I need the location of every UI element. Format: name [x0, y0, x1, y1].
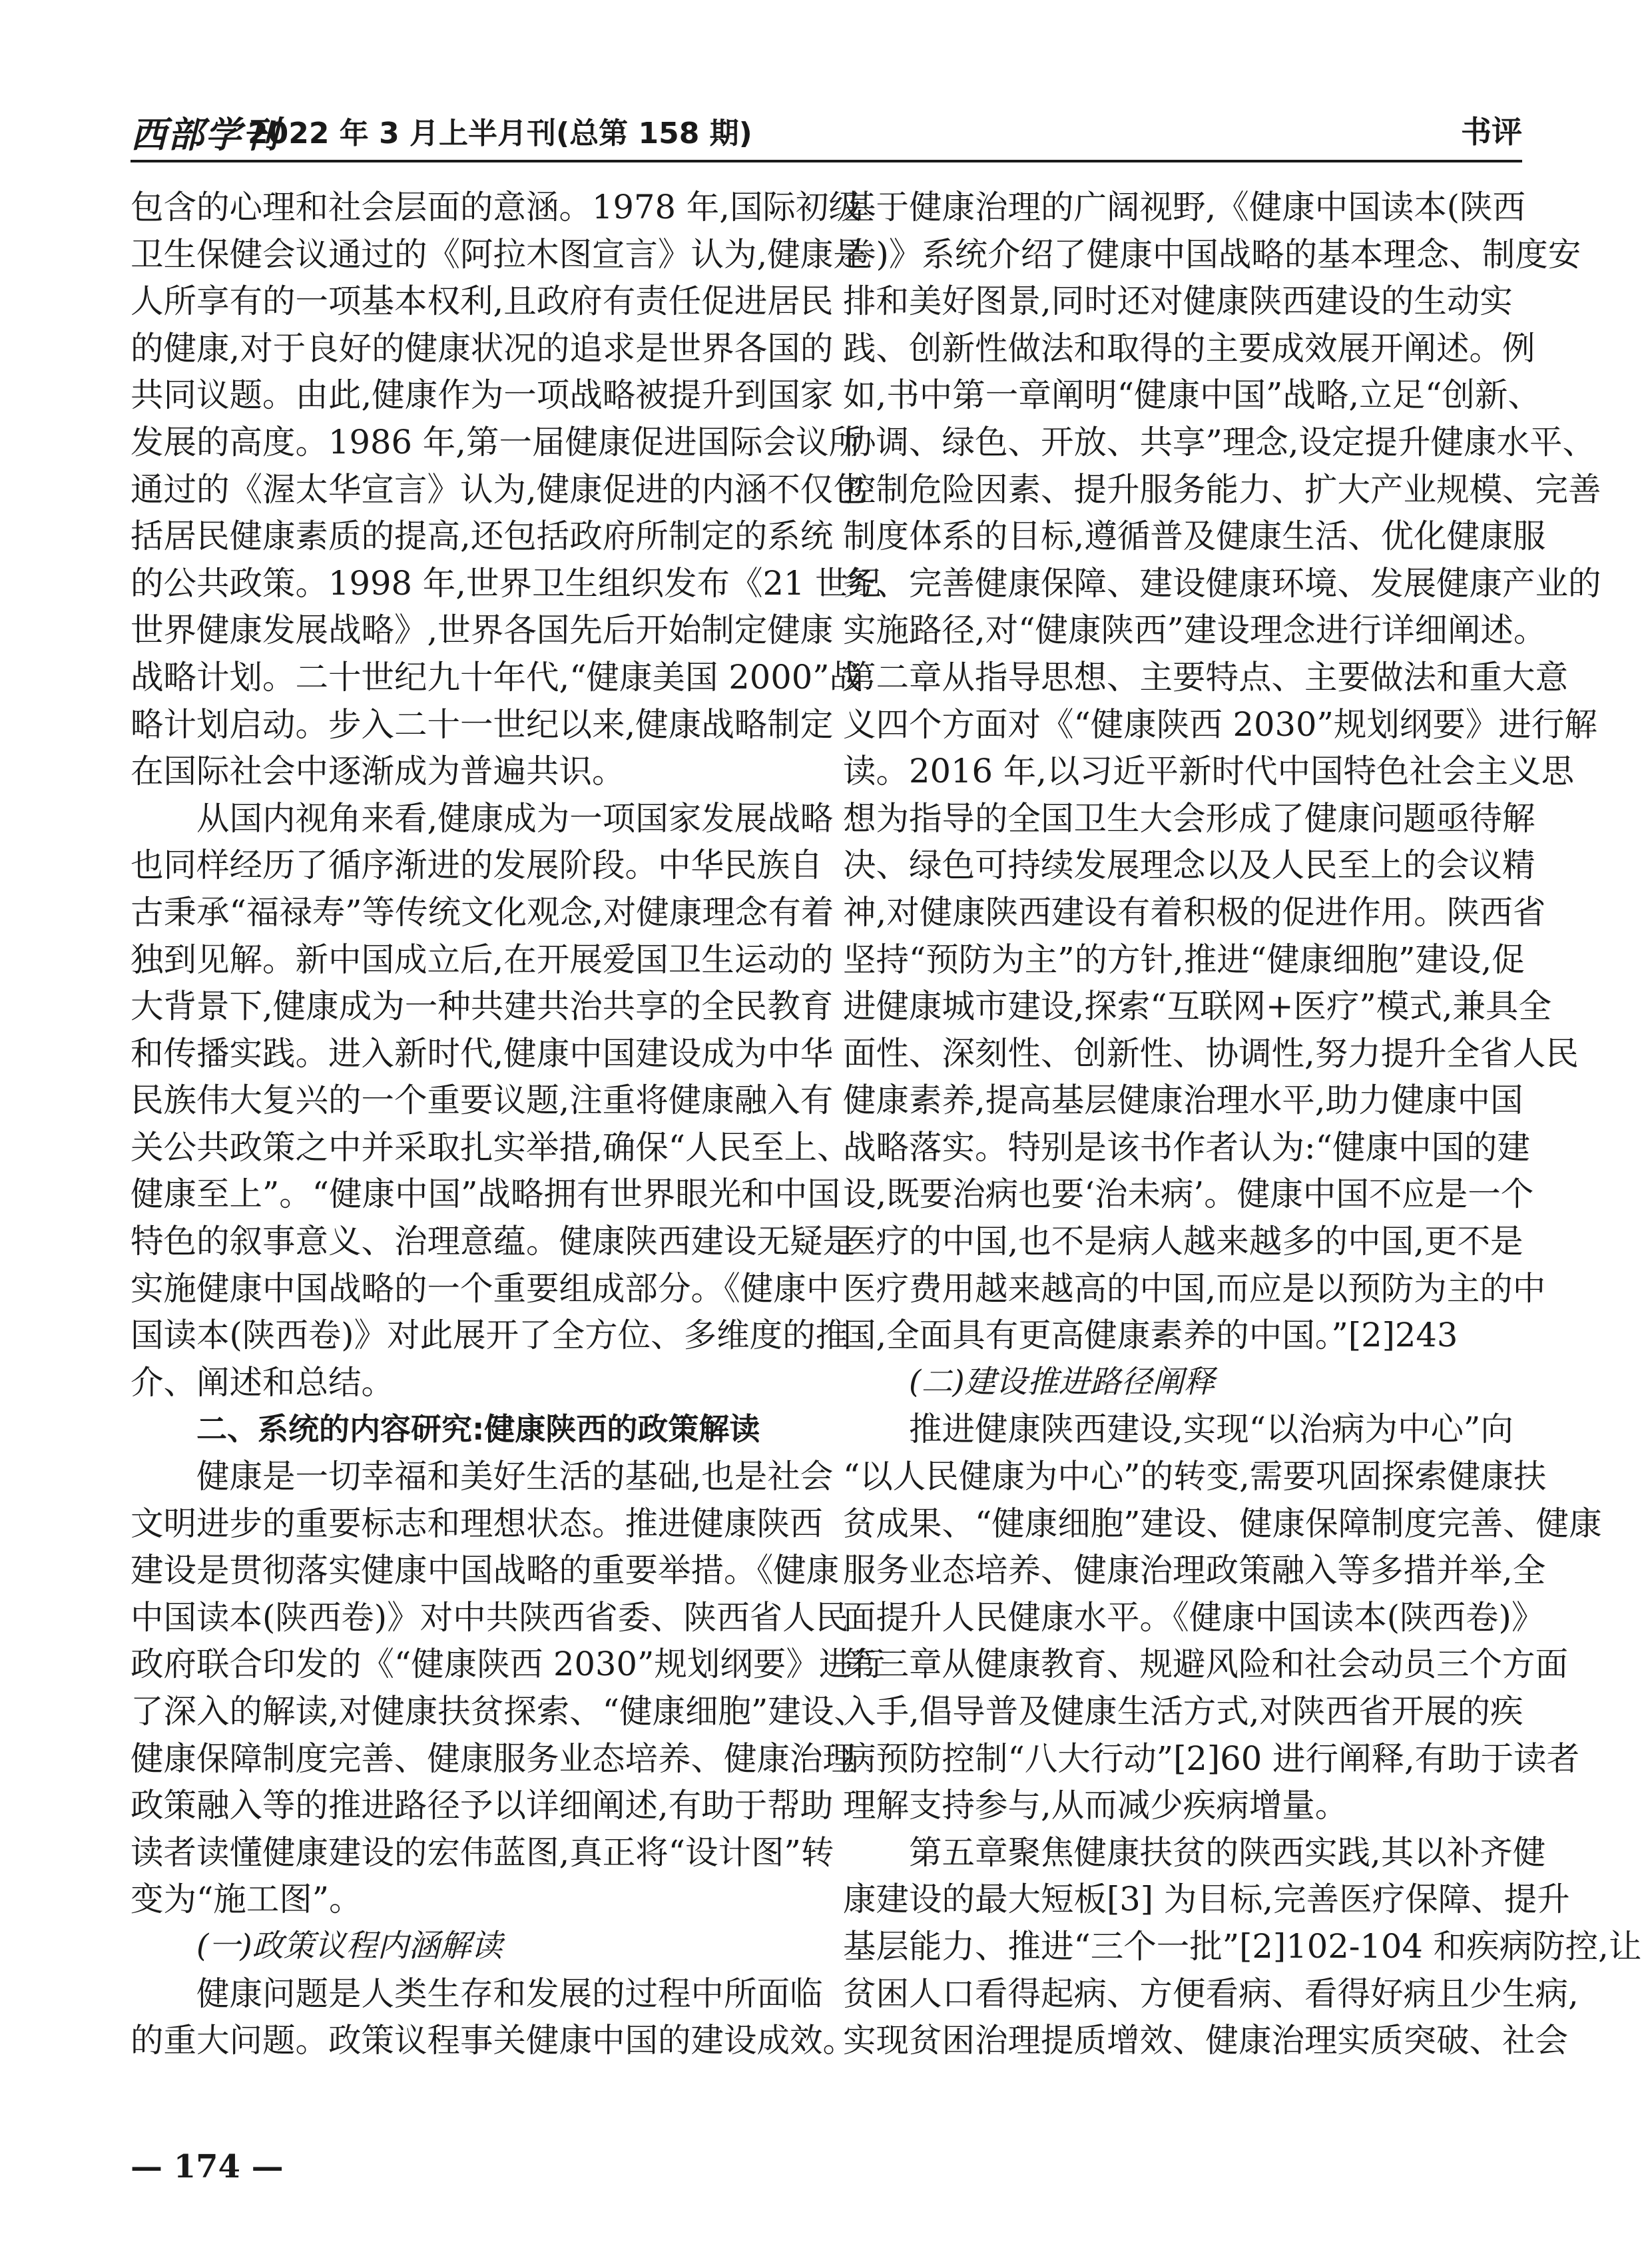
text-line: 面提升人民健康水平。《健康中国读本(陕西卷)》 — [843, 1597, 1545, 1637]
text-line: 决、绿色可持续发展理念以及人民至上的会议精 — [843, 846, 1535, 885]
text-line: 医疗的中国,也不是病人越来越多的中国,更不是 — [843, 1222, 1523, 1261]
subsection-heading: (一)政策议程内涵解读 — [196, 1927, 503, 1964]
text-line: 括居民健康素质的提高,还包括政府所制定的系统 — [131, 517, 834, 556]
page-number: — 174 — — [131, 2148, 284, 2185]
text-line: 世界健康发展战略》,世界各国先后开始制定健康 — [131, 611, 834, 650]
text-line: 读者读懂健康建设的宏伟蓝图,真正将“设计图”转 — [131, 1832, 834, 1872]
text-line: 政策融入等的推进路径予以详细阐述,有助于帮助 — [131, 1786, 834, 1825]
issue-info: 2022 年 3 月上半月刊(总第 158 期) — [248, 117, 752, 150]
paragraph-first-line: 健康是一切幸福和美好生活的基础,也是社会 — [196, 1457, 834, 1496]
text-line: 国,全面具有更高健康素养的中国。”[2]243 — [843, 1316, 1458, 1355]
text-line: 卫生保健会议通过的《阿拉木图宣言》认为,健康是 — [131, 234, 866, 274]
text-line: 和传播实践。进入新时代,健康中国建设成为中华 — [131, 1033, 834, 1073]
text-line: 介、阐述和总结。 — [131, 1362, 394, 1402]
text-line: 文明进步的重要标志和理想状态。推进健康陕西 — [131, 1504, 823, 1543]
text-line: 实施健康中国战略的一个重要组成部分。《健康中 — [131, 1268, 840, 1308]
text-line: 人所享有的一项基本权利,且政府有责任促进居民 — [131, 282, 834, 321]
text-line: 包含的心理和社会层面的意涵。1978 年,国际初级 — [131, 188, 862, 226]
text-line: 建设是贯彻落实健康中国战略的重要举措。《健康 — [131, 1551, 840, 1590]
text-line: 义四个方面对《“健康陕西 2030”规划纲要》进行解 — [843, 704, 1597, 744]
paragraph-first-line: 推进健康陕西建设,实现“以治病为中心”向 — [909, 1410, 1514, 1449]
text-line: 大背景下,健康成为一种共建共治共享的全民教育 — [131, 987, 834, 1026]
text-line: 面性、深刻性、创新性、协调性,努力提升全省人民 — [843, 1033, 1579, 1073]
running-header — [131, 100, 1522, 157]
text-line: 医疗费用越来越高的中国,而应是以预防为主的中 — [843, 1268, 1546, 1308]
text-line: 也同样经历了循序渐进的发展阶段。中华民族自 — [131, 846, 823, 885]
text-line: 病预防控制“八大行动”[2]60 进行阐释,有助于读者 — [843, 1739, 1580, 1778]
text-line: “以人民健康为中心”的转变,需要巩固探索健康扶 — [843, 1457, 1547, 1496]
text-line: 关公共政策之中并采取扎实举措,确保“人民至上、 — [131, 1127, 850, 1167]
text-line: 贫成果、“健康细胞”建设、健康保障制度完善、健康 — [843, 1504, 1602, 1543]
text-line: 战略落实。特别是该书作者认为:“健康中国的建 — [843, 1127, 1530, 1167]
text-line: 协调、绿色、开放、共享”理念,设定提升健康水平、 — [843, 422, 1596, 461]
text-line: 健康至上”。“健康中国”战略拥有世界眼光和中国 — [131, 1175, 840, 1214]
text-line: 基层能力、推进“三个一批”[2]102-104 和疾病防控,让 — [843, 1926, 1642, 1966]
text-line: 理解支持参与,从而减少疾病增量。 — [843, 1786, 1348, 1825]
section-tag: 书评 — [1461, 114, 1522, 150]
text-line: 贫困人口看得起病、方便看病、看得好病且少生病, — [843, 1974, 1579, 2013]
text-line: 在国际社会中逐渐成为普遍共识。 — [131, 752, 625, 791]
paragraph-first-line: 健康问题是人类生存和发展的过程中所面临 — [196, 1974, 823, 2013]
text-line: 民族伟大复兴的一个重要议题,注重将健康融入有 — [131, 1081, 834, 1120]
text-line: 排和美好图景,同时还对健康陕西建设的生动实 — [843, 282, 1513, 321]
text-line: 健康素养,提高基层健康治理水平,助力健康中国 — [843, 1081, 1523, 1120]
text-line: 控制危险因素、提升服务能力、扩大产业规模、完善 — [843, 469, 1601, 509]
paragraph-first-line: 从国内视角来看,健康成为一项国家发展战略 — [196, 798, 834, 838]
text-line: 共同议题。由此,健康作为一项战略被提升到国家 — [131, 376, 834, 415]
text-line: 变为“施工图”。 — [131, 1880, 362, 1919]
text-line: 务、完善健康保障、建设健康环境、发展健康产业的 — [843, 563, 1601, 603]
text-line: 第二章从指导思想、主要特点、主要做法和重大意 — [843, 657, 1568, 697]
subsection-heading: (二)建设推进路径阐释 — [909, 1363, 1215, 1400]
text-line: 国读本(陕西卷)》对此展开了全方位、多维度的推 — [131, 1316, 849, 1355]
text-line: 基于健康治理的广阔视野,《健康中国读本(陕西 — [843, 188, 1526, 226]
text-line: 中国读本(陕西卷)》对中共陕西省委、陕西省人民 — [131, 1597, 849, 1637]
text-line: 服务业态培养、健康治理政策融入等多措并举,全 — [843, 1551, 1546, 1590]
left-column — [131, 184, 885, 2064]
text-line: 通过的《渥太华宣言》认为,健康促进的内涵不仅包 — [131, 469, 866, 509]
text-line: 第三章从健康教育、规避风险和社会动员三个方面 — [843, 1645, 1568, 1684]
text-line: 践、创新性做法和取得的主要成效展开阐述。例 — [843, 328, 1535, 368]
text-line: 制度体系的目标,遵循普及健康生活、优化健康服 — [843, 517, 1546, 556]
text-line: 卷)》系统介绍了健康中国战略的基本理念、制度安 — [843, 234, 1581, 274]
paragraph-first-line: 第五章聚焦健康扶贫的陕西实践,其以补齐健 — [909, 1832, 1546, 1872]
text-line: 特色的叙事意义、治理意蕴。健康陕西建设无疑是 — [131, 1222, 856, 1261]
text-line: 想为指导的全国卫生大会形成了健康问题亟待解 — [843, 798, 1535, 838]
text-line: 略计划启动。步入二十一世纪以来,健康战略制定 — [131, 704, 834, 744]
text-line: 神,对健康陕西建设有着积极的促进作用。陕西省 — [843, 892, 1546, 932]
journal-name: 西部学刊 — [131, 113, 280, 156]
text-line: 康建设的最大短板[3] 为目标,完善医疗保障、提升 — [843, 1880, 1570, 1919]
text-line: 古秉承“福禄寿”等传统文化观念,对健康理念有着 — [131, 892, 834, 932]
text-line: 进健康城市建设,探索“互联网+医疗”模式,兼具全 — [843, 987, 1552, 1026]
text-line: 战略计划。二十世纪九十年代,“健康美国 2000”战 — [131, 657, 863, 697]
text-line: 的重大问题。政策议程事关健康中国的建设成效。 — [131, 2021, 856, 2060]
header-divider — [131, 160, 1522, 162]
text-line: 的健康,对于良好的健康状况的追求是世界各国的 — [131, 328, 834, 368]
text-line: 入手,倡导普及健康生活方式,对陕西省开展的疾 — [843, 1692, 1523, 1731]
text-line: 设,既要治病也要‘治未病’。健康中国不应是一个 — [843, 1175, 1534, 1214]
text-line: 坚持“预防为主”的方针,推进“健康细胞”建设,促 — [843, 940, 1525, 979]
right-column — [843, 184, 1642, 2064]
text-line: 健康保障制度完善、健康服务业态培养、健康治理 — [131, 1739, 856, 1778]
text-line: 的公共政策。1998 年,世界卫生组织发布《21 世纪 — [131, 563, 882, 603]
text-line: 读。2016 年,以习近平新时代中国特色社会主义思 — [843, 752, 1574, 791]
text-line: 如,书中第一章阐明“健康中国”战略,立足“创新、 — [843, 376, 1541, 415]
text-line: 独到见解。新中国成立后,在开展爱国卫生运动的 — [131, 940, 834, 979]
section-heading: 二、系统的内容研究:健康陕西的政策解读 — [196, 1411, 760, 1448]
text-line: 实现贫困治理提质增效、健康治理实质突破、社会 — [843, 2021, 1568, 2060]
text-line: 实施路径,对“健康陕西”建设理念进行详细阐述。 — [843, 611, 1547, 650]
text-line: 发展的高度。1986 年,第一届健康促进国际会议所 — [131, 422, 862, 461]
text-line: 了深入的解读,对健康扶贫探索、“健康细胞”建设、 — [131, 1692, 867, 1731]
text-line: 政府联合印发的《“健康陕西 2030”规划纲要》进行 — [131, 1645, 885, 1684]
